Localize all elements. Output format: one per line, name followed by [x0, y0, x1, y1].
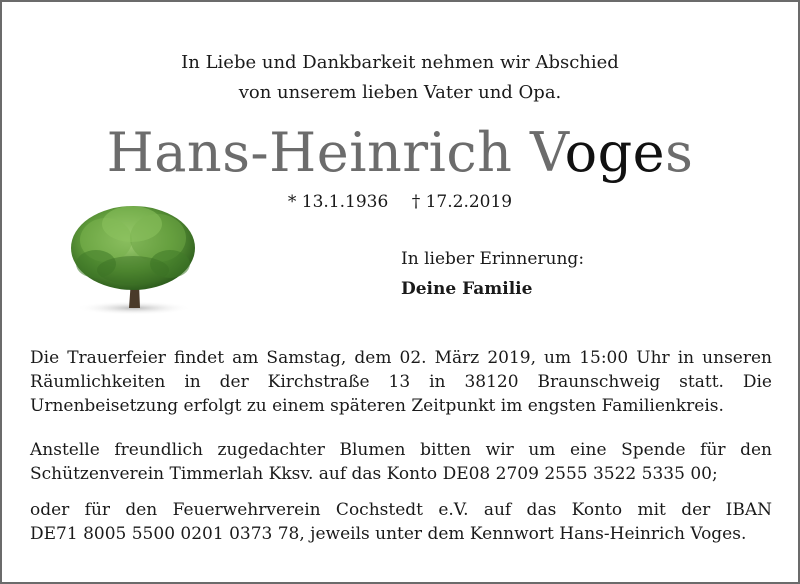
paragraph-line: oder für den Feuerwehrverein Cochstedt e.V. auf das Konto mit der IBAN: [30, 500, 772, 520]
name-part-1: Hans-Heinrich V: [106, 121, 565, 184]
paragraph-line: DE71 8005 5500 0201 0373 78, jeweils unter dem Kennwort Hans-Heinrich Voges.: [30, 524, 747, 544]
paragraph-line: Schützenverein Timmerlah Kksv. auf das Konto DE08 2709 2555 3522 5335 00;: [30, 464, 718, 484]
remembrance-block: [401, 244, 584, 304]
paragraph-line: Anstelle freundlich zugedachter Blumen bitten wir um eine Spende für den: [30, 440, 772, 460]
donation-paragraph: [30, 438, 772, 486]
funeral-paragraph: [30, 346, 772, 418]
deceased-name: [0, 118, 800, 188]
death-date: † 17.2.2019: [411, 192, 513, 212]
paragraph-line: Räumlichkeiten in der Kirchstraße 13 in 38120 Braunschweig statt. Die: [30, 372, 772, 392]
paragraph-line: Urnenbeisetzung erfolgt zu einem späteren Zeitpunkt im engsten Familienkreis.: [30, 396, 724, 416]
tree-icon: [66, 200, 200, 320]
donation-alternative-paragraph: [30, 498, 772, 546]
paragraph-line: Die Trauerfeier findet am Samstag, dem 02. März 2019, um 15:00 Uhr in unseren: [30, 348, 772, 368]
name-part-3: s: [665, 121, 694, 184]
remembrance-line: In lieber Erinnerung:: [401, 249, 585, 269]
birth-date: * 13.1.1936: [287, 192, 389, 212]
intro-line-2: von unserem lieben Vater und Opa.: [238, 82, 562, 103]
name-part-2: oge: [564, 121, 666, 184]
intro-text: [0, 48, 800, 108]
intro-line-1: In Liebe und Dankbarkeit nehmen wir Abschied: [181, 52, 619, 73]
family-signature: Deine Familie: [401, 279, 533, 299]
